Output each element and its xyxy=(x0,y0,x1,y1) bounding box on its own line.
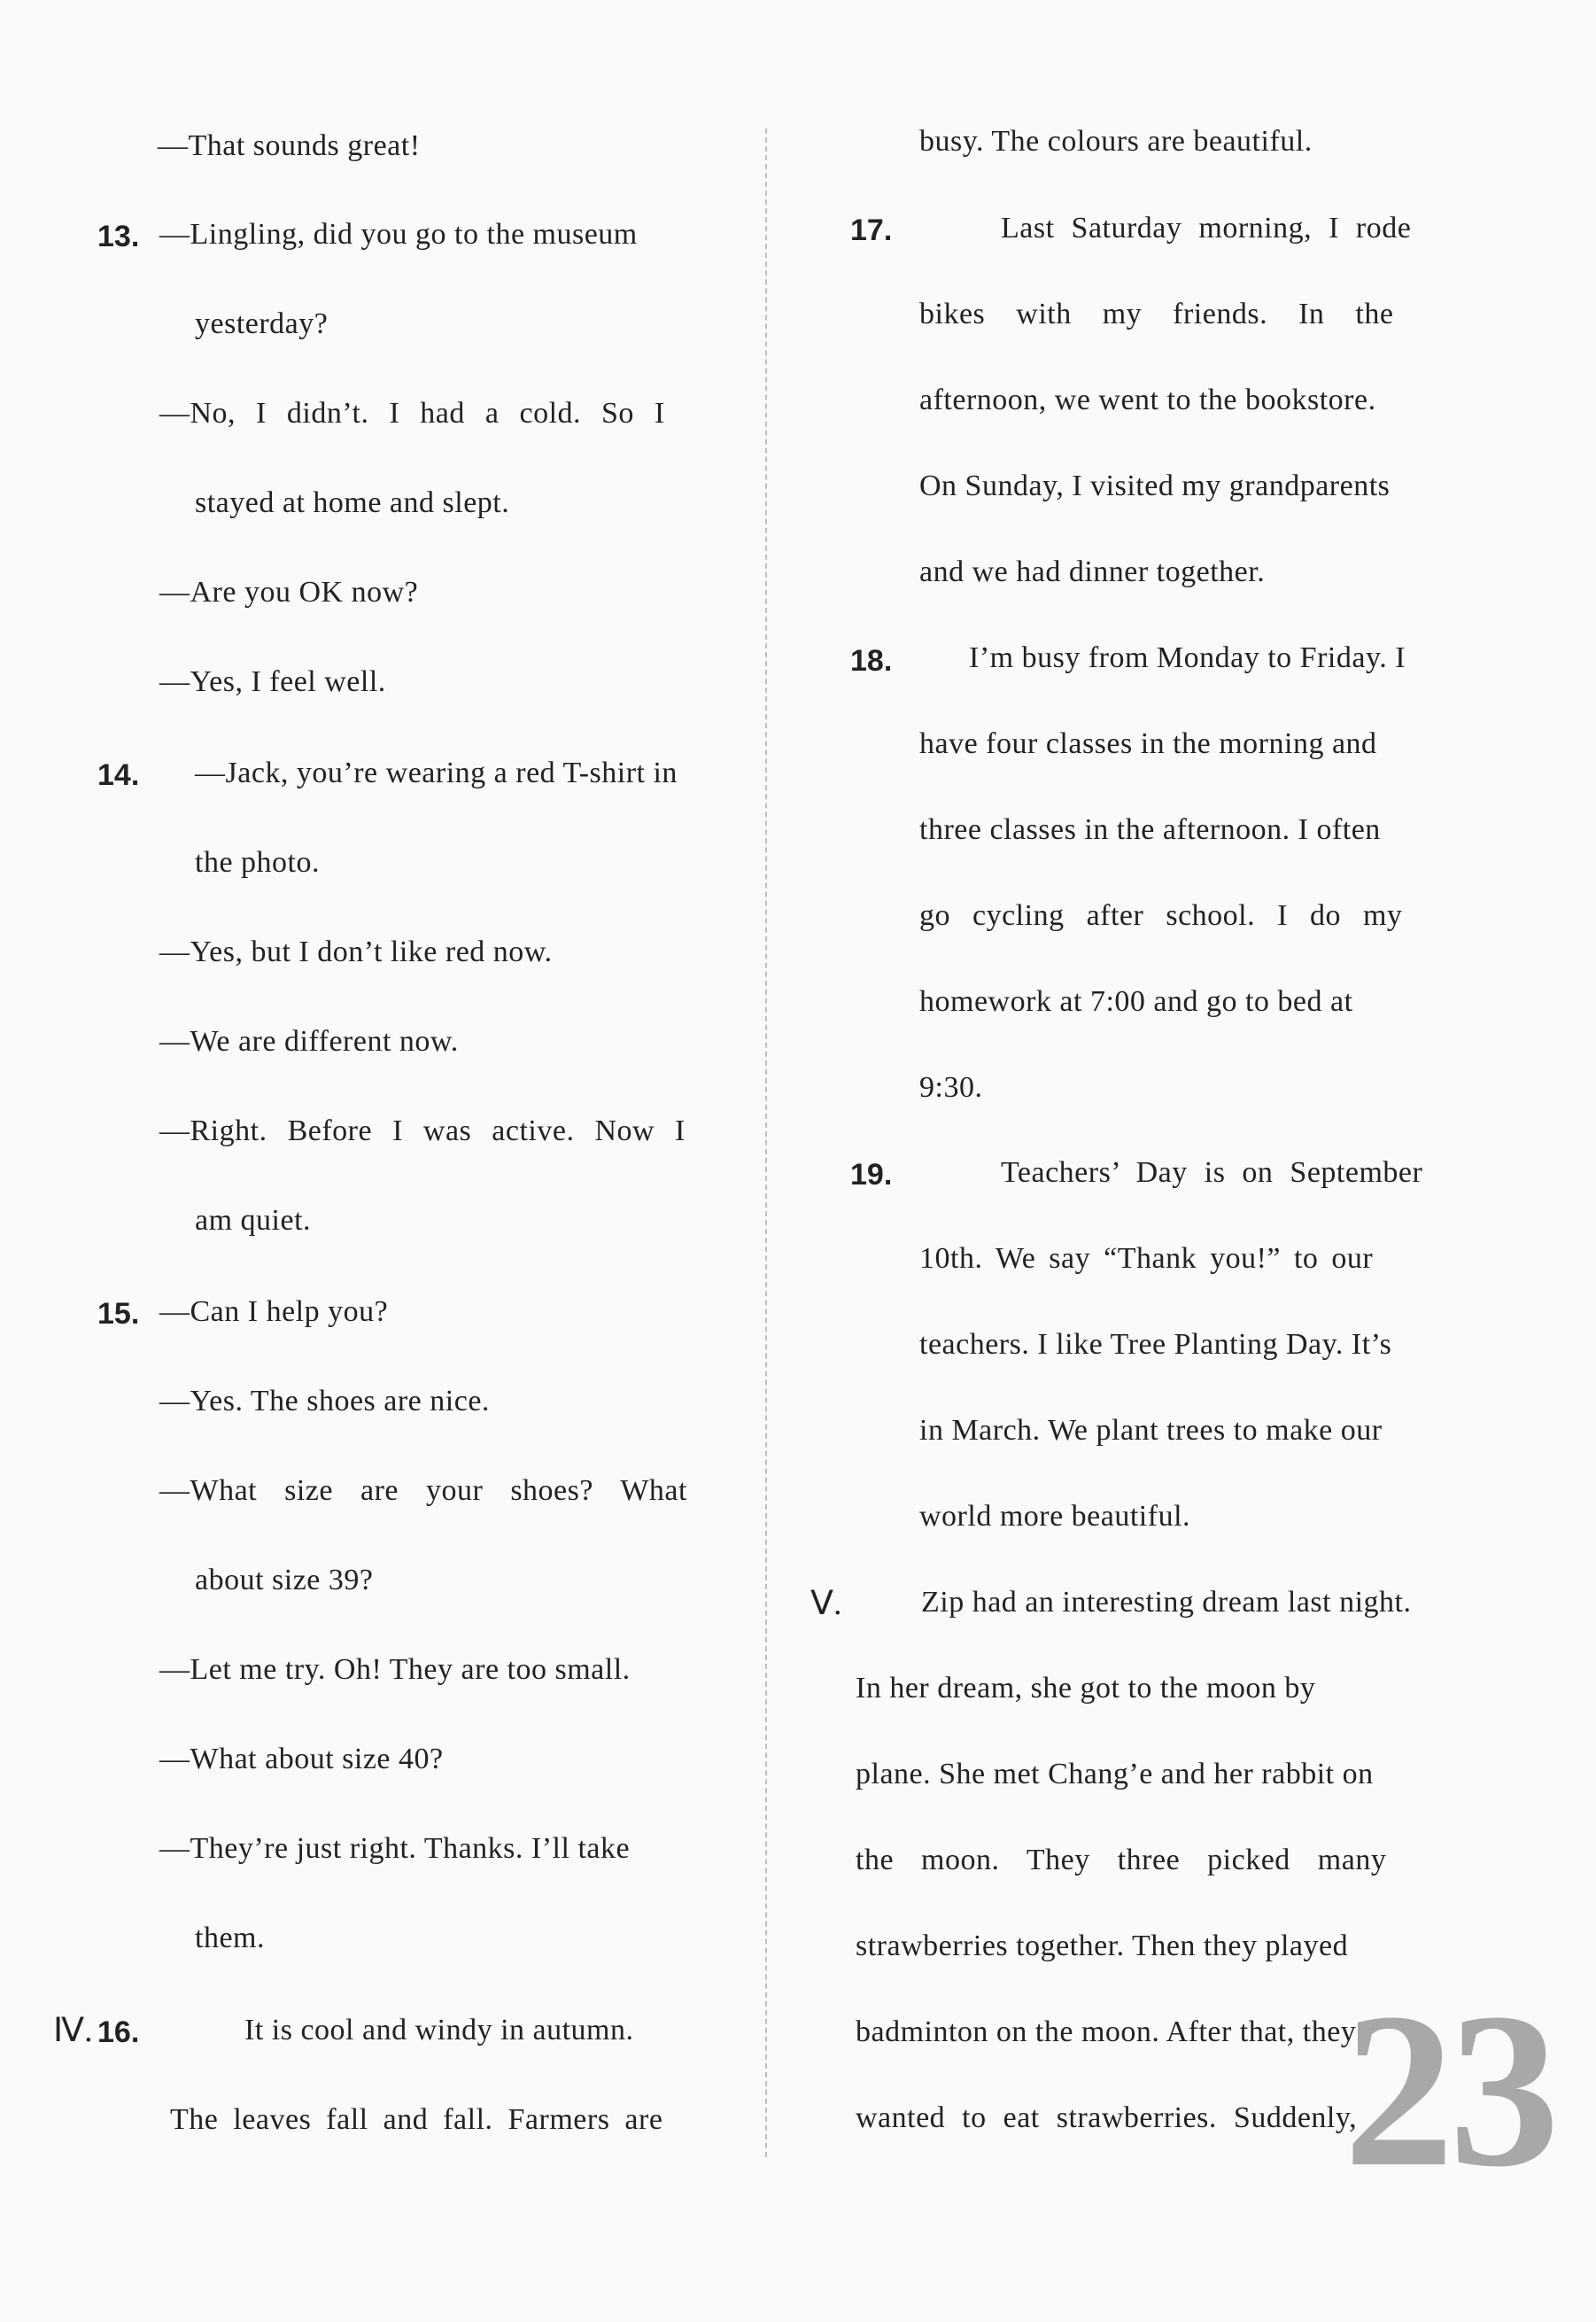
passage-line: 9:30. xyxy=(919,1071,983,1104)
passage-line: Teachers’ Day is on September xyxy=(1001,1156,1423,1189)
dialogue-line: am quiet. xyxy=(195,1204,312,1237)
passage-line: wanted to eat strawberries. Suddenly, xyxy=(856,2101,1358,2134)
question-number-18: 18. xyxy=(850,644,893,678)
passage-line: world more beautiful. xyxy=(919,1500,1191,1533)
dialogue-line: the photo. xyxy=(195,846,320,879)
passage-line: Last Saturday morning, I rode xyxy=(1001,212,1412,245)
passage-line: In her dream, she got to the moon by xyxy=(856,1672,1316,1705)
passage-line: go cycling after school. I do my xyxy=(919,899,1403,932)
section-numeral-iv: Ⅳ. xyxy=(53,2012,93,2049)
section-numeral-v: Ⅴ. xyxy=(810,1585,842,1622)
passage-line: in March. We plant trees to make our xyxy=(919,1414,1383,1447)
dialogue-line: —Yes, but I don’t like red now. xyxy=(159,936,553,968)
passage-line: badminton on the moon. After that, they xyxy=(856,2015,1357,2048)
passage-line: the moon. They three picked many xyxy=(856,1844,1387,1876)
question-number-19: 19. xyxy=(850,1158,893,1192)
dialogue-line: —Yes. The shoes are nice. xyxy=(159,1385,490,1417)
question-number-15: 15. xyxy=(97,1297,140,1331)
column-divider xyxy=(765,128,767,2157)
dialogue-line: —That sounds great! xyxy=(158,129,421,162)
dialogue-line: —We are different now. xyxy=(159,1025,459,1058)
passage-line: bikes with my friends. In the xyxy=(919,298,1394,330)
passage-line: teachers. I like Tree Planting Day. It’s xyxy=(919,1328,1392,1361)
dialogue-line: —Let me try. Oh! They are too small. xyxy=(159,1653,631,1686)
passage-line: I’m busy from Monday to Friday. I xyxy=(969,641,1406,674)
question-number-16: 16. xyxy=(97,2015,140,2049)
dialogue-line: stayed at home and slept. xyxy=(195,486,510,519)
question-number-13: 13. xyxy=(97,220,140,253)
dialogue-line: —They’re just right. Thanks. I’ll take xyxy=(159,1832,631,1865)
passage-line: and we had dinner together. xyxy=(919,555,1266,588)
passage-line: have four classes in the morning and xyxy=(919,727,1377,760)
dialogue-line: —Are you OK now? xyxy=(159,576,419,609)
passage-line: homework at 7:00 and go to bed at xyxy=(919,985,1353,1018)
passage-line: On Sunday, I visited my grandparents xyxy=(919,470,1391,502)
dialogue-line: —What size are your shoes? What xyxy=(159,1474,687,1507)
dialogue-line: —Jack, you’re wearing a red T-shirt in xyxy=(195,757,678,789)
passage-line: The leaves fall and fall. Farmers are xyxy=(170,2103,663,2136)
dialogue-line: —Lingling, did you go to the museum xyxy=(159,218,638,251)
question-number-14: 14. xyxy=(97,758,140,792)
dialogue-line: —Yes, I feel well. xyxy=(159,665,386,698)
dialogue-line: about size 39? xyxy=(195,1564,374,1596)
passage-line: It is cool and windy in autumn. xyxy=(244,2014,634,2046)
passage-line: plane. She met Chang’e and her rabbit on xyxy=(856,1758,1374,1790)
dialogue-line: —Can I help you? xyxy=(159,1295,389,1328)
dialogue-line: —No, I didn’t. I had a cold. So I xyxy=(159,397,665,430)
passage-line: three classes in the afternoon. I often xyxy=(919,813,1381,846)
dialogue-line: —Right. Before I was active. Now I xyxy=(159,1114,686,1147)
dialogue-line: yesterday? xyxy=(195,307,329,340)
passage-line: busy. The colours are beautiful. xyxy=(919,125,1313,158)
dialogue-line: —What about size 40? xyxy=(159,1743,444,1775)
page-number: 23 xyxy=(1344,1968,1554,2213)
passage-line: strawberries together. Then they played xyxy=(856,1930,1349,1962)
dialogue-line: them. xyxy=(195,1922,265,1954)
passage-line: Zip had an interesting dream last night. xyxy=(921,1586,1412,1619)
passage-line: afternoon, we went to the bookstore. xyxy=(919,384,1376,416)
passage-line: 10th. We say “Thank you!” to our xyxy=(919,1242,1374,1275)
question-number-17: 17. xyxy=(850,214,893,247)
